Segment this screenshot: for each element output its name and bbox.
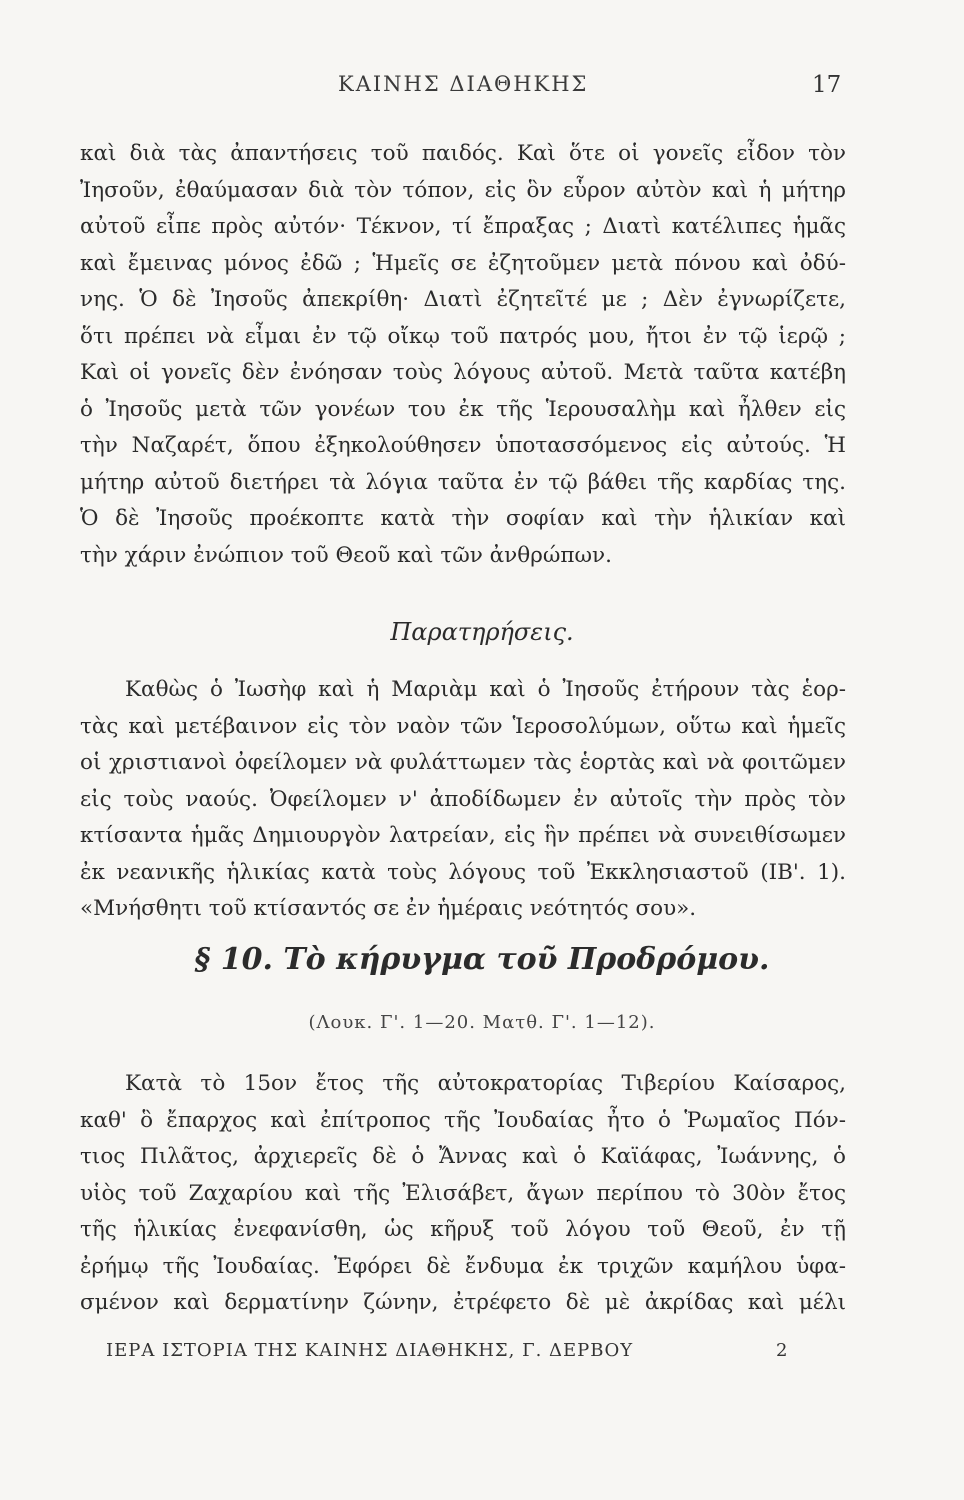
text-line: εἰς τοὺς ναούς. Ὀφείλομεν ν' ἀποδίδωμεν ἐν αὐτοῖς τὴν πρὸς τὸν [80,786,846,812]
text-line: καθ' ὃ ἔπαρχος καὶ ἐπίτροπος τῆς Ἰουδαίας ἦτο ὁ Ῥωμαῖος Πόν- [80,1107,846,1133]
paragraph-remarks [80,672,846,928]
text-line: ὅτι πρέπει νὰ εἶμαι ἐν τῷ οἴκῳ τοῦ πατρός μου, ἤτοι ἐν τῷ ἱερῷ ; [80,323,846,349]
remarks-subheading: Παρατηρήσεις. [390,618,574,646]
text-line: νης. Ὁ δὲ Ἰησοῦς ἀπεκρίθη· Διατὶ ἐζητεῖτέ με ; Δὲν ἐγνωρίζετε, [80,287,846,312]
text-line: Ὁ δὲ Ἰησοῦς προέκοπτε κατὰ τὴν σοφίαν καὶ τὴν ἡλικίαν καὶ [80,506,846,531]
paragraph-narrative [80,136,846,574]
text-line: σμένον καὶ δερματίνην ζώνην, ἐτρέφετο δὲ μὲ ἀκρίδας καὶ μέλι [80,1290,846,1315]
signature-mark: 2 [776,1340,788,1361]
text-line: καὶ ἔμεινας μόνος ἐδῶ ; Ἡμεῖς σε ἐζητοῦμεν μετὰ πόνου καὶ ὀδύ- [80,250,846,276]
running-header [0,66,964,106]
text-line: ἐρήμῳ τῆς Ἰουδαίας. Ἐφόρει δὲ ἔνδυμα ἐκ τριχῶν καμήλου ὑφα- [80,1253,846,1279]
text-line: Κατὰ τὸ 15ον ἔτος τῆς αὐτοκρατορίας Τιβερίου Καίσαρος, [125,1071,846,1096]
text-line: Καὶ οἱ γονεῖς δὲν ἐνόησαν τοὺς λόγους αὐτοῦ. Μετὰ ταῦτα κατέβη [80,360,846,385]
text-line: ἐκ νεανικῆς ἡλικίας κατὰ τοὺς λόγους τοῦ Ἐκκλησιαστοῦ (ΙΒ'. 1). [80,859,846,885]
footer-book-title: ΙΕΡΑ ΙΣΤΟΡΙΑ ΤΗΣ ΚΑΙΝΗΣ ΔΙΑΘΗΚΗΣ, Γ. ΔΕΡΒΟΥ [106,1340,634,1361]
text-line: ὁ Ἰησοῦς μετὰ τῶν γονέων του ἐκ τῆς Ἱερουσαλὴμ καὶ ἦλθεν εἰς [80,396,846,422]
text-line: τὴν Ναζαρέτ, ὅπου ἐξηκολούθησεν ὑποτασσόμενος εἰς αὐτούς. Ἡ [80,433,846,458]
page-footer [0,1340,964,1370]
text-line: Καθὼς ὁ Ἰωσὴφ καὶ ἡ Μαριὰμ καὶ ὁ Ἰησοῦς ἐτήρουν τὰς ἑορ- [125,677,846,702]
page-number: 17 [812,72,842,98]
text-line: αὐτοῦ εἶπε πρὸς αὐτόν· Τέκνον, τί ἔπραξας ; Διατὶ κατέλιπες ἡμᾶς [80,214,846,239]
text-line: τὰς καὶ μετέβαινον εἰς τὸν ναὸν τῶν Ἱεροσολύμων, οὕτω καὶ ἡμεῖς [80,713,846,739]
scripture-reference: (Λουκ. Γ'. 1—20. Ματθ. Γ'. 1—12). [308,1012,656,1033]
text-line: τῆς ἡλικίας ἐνεφανίσθη, ὡς κῆρυξ τοῦ λόγου τοῦ Θεοῦ, ἐν τῇ [80,1217,846,1242]
text-line: υἱὸς τοῦ Ζαχαρίου καὶ τῆς Ἐλισάβετ, ἄγων περίπου τὸ 30ὸν ἔτος [80,1180,846,1206]
text-line: μήτηρ αὐτοῦ διετήρει τὰ λόγια ταῦτα ἐν τῷ βάθει τῆς καρδίας της. [80,469,846,495]
text-line: Ἰησοῦν, ἐθαύμασαν διὰ τὸν τόπον, εἰς ὃν εὗρον αὐτὸν καὶ ἡ μήτηρ [80,177,846,203]
text-line: κτίσαντα ἡμᾶς Δημιουργὸν λατρείαν, εἰς ἣν πρέπει νὰ συνειθίσωμεν [80,823,846,848]
text-line: τιος Πιλᾶτος, ἀρχιερεῖς δὲ ὁ Ἄννας καὶ ὁ Καϊάφας, Ἰωάννης, ὁ [80,1144,846,1169]
running-title: ΚΑΙΝΗΣ ΔΙΑΘΗΚΗΣ [338,72,589,96]
text-line: «Μνήσθητι τοῦ κτίσαντός σε ἐν ἡμέραις νεότητός σου». [80,896,697,921]
text-line: τὴν χάριν ἐνώπιον τοῦ Θεοῦ καὶ τῶν ἀνθρώπων. [80,542,612,568]
section-heading: § 10. Τὸ κήρυγμα τοῦ Προδρόμου. [194,942,770,977]
paragraph-section-10 [80,1066,846,1322]
text-line: οἱ χριστιανοὶ ὀφείλομεν νὰ φυλάττωμεν τὰς ἑορτὰς καὶ νὰ φοιτῶμεν [80,750,846,775]
text-line: καὶ διὰ τὰς ἀπαντήσεις τοῦ παιδός. Καὶ ὅτε οἱ γονεῖς εἶδον τὸν [80,141,846,166]
